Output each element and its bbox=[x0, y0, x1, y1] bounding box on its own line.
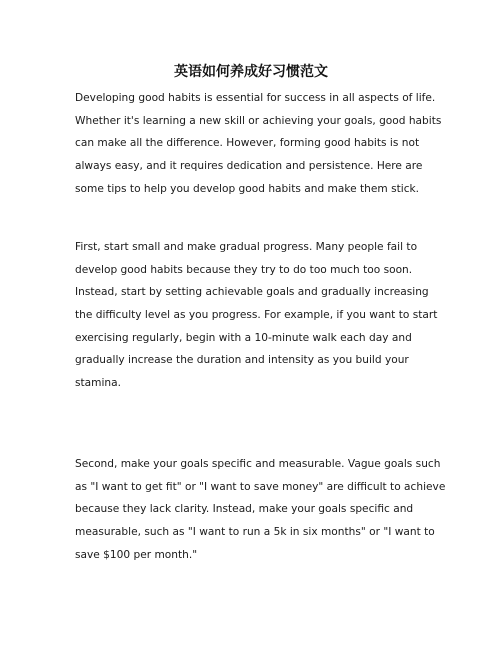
text-line: Second, make your goals specific and measurable. Vague goals such bbox=[75, 458, 441, 470]
text-line: develop good habits because they try to do too much too soon. bbox=[75, 263, 413, 276]
text-line: can make all the difference. However, forming good habits is not bbox=[75, 137, 420, 150]
text-line: First, start small and make gradual progress. Many people fail to bbox=[75, 241, 418, 253]
paragraph-3 bbox=[75, 453, 446, 566]
paragraph-1 bbox=[75, 87, 442, 200]
text-line: as "I want to get fit" or "I want to save money" are difficult to achieve bbox=[75, 480, 446, 493]
text-line: always easy, and it requires dedication and persistence. Here are bbox=[75, 160, 423, 173]
text-line: Instead, start by setting achievable goals and gradually increasing bbox=[75, 286, 429, 299]
text-line: some tips to help you develop good habits and make them stick. bbox=[75, 182, 420, 195]
text-line: because they lack clarity. Instead, make your goals specific and bbox=[75, 503, 414, 516]
text-line: stamina. bbox=[75, 377, 122, 390]
text-line: exercising regularly, begin with a 10-minute walk each day and bbox=[75, 331, 412, 344]
text-line: gradually increase the duration and intensity as you build your bbox=[75, 354, 409, 367]
text-line: save $100 per month." bbox=[75, 548, 198, 561]
paragraph-2 bbox=[75, 236, 437, 395]
text-line: measurable, such as "I want to run a 5k in six months" or "I want to bbox=[75, 526, 435, 539]
text-line: Developing good habits is essential for success in all aspects of life. bbox=[75, 92, 436, 104]
text-line: the difficulty level as you progress. For example, if you want to start bbox=[75, 309, 438, 322]
text-line: Whether it's learning a new skill or achieving your goals, good habits bbox=[75, 114, 442, 127]
document-title: 英语如何养成好习惯范文 bbox=[174, 64, 328, 80]
